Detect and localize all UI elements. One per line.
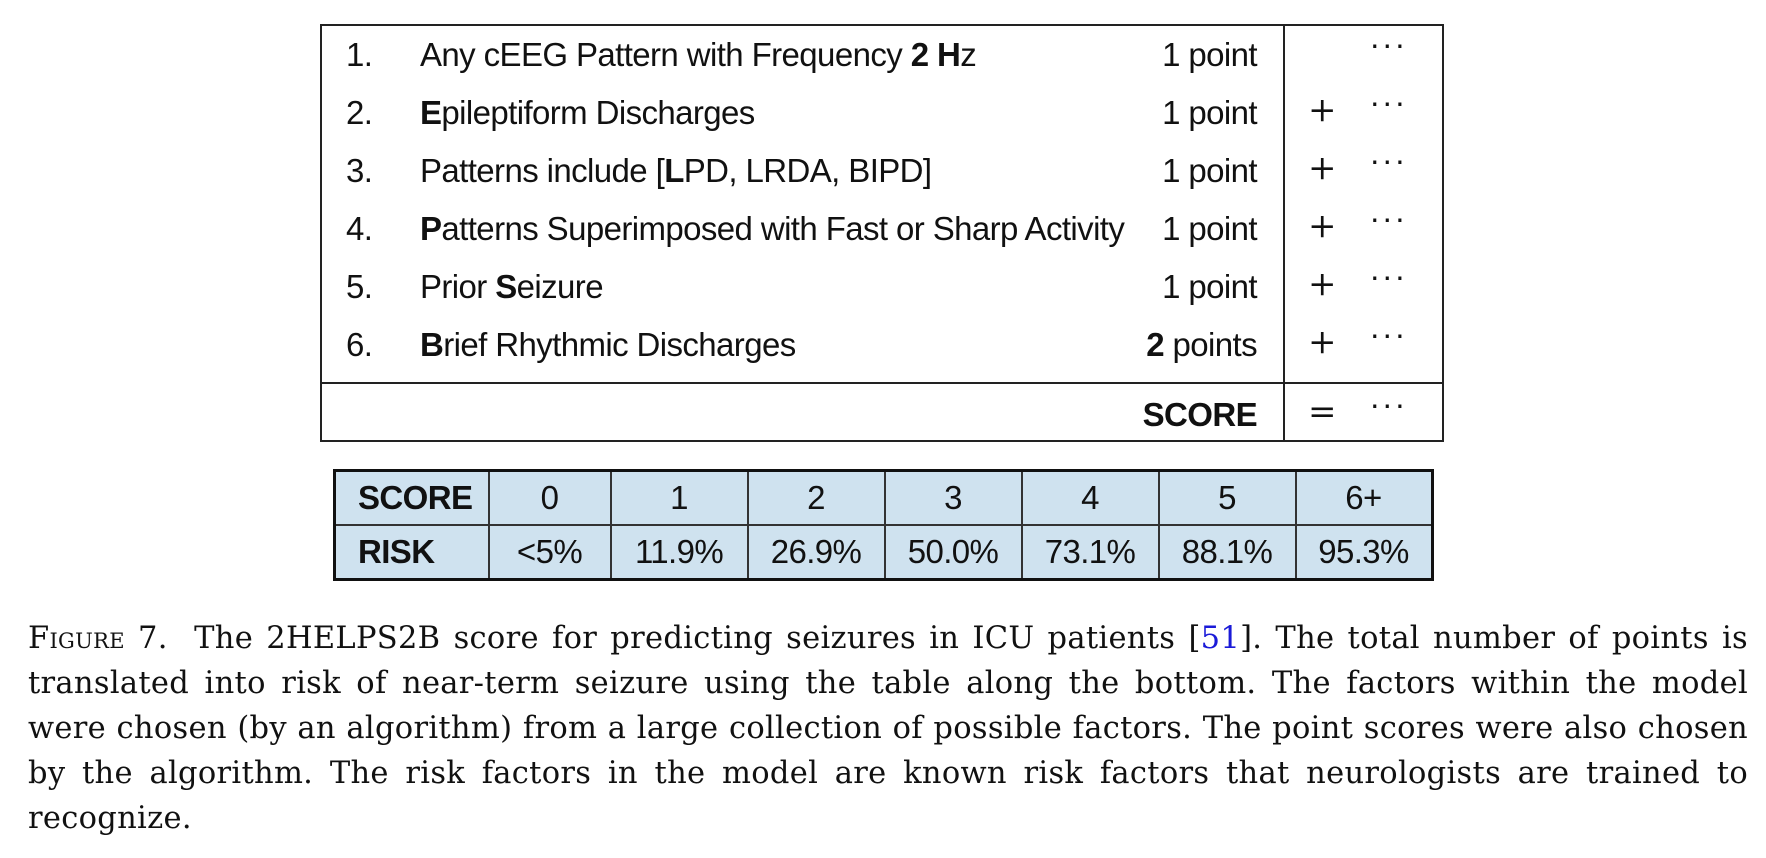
factor-label: Any cEEG Pattern with Frequency 2 Hz (420, 36, 977, 73)
score-card (320, 24, 1444, 442)
factor-points: 2 points (1146, 326, 1257, 363)
score-row (335, 471, 1433, 526)
factor-row-6 (322, 316, 1442, 374)
factor-label: Epileptiform Discharges (420, 94, 755, 131)
factor-label: Patterns Superimposed with Fast or Sharp Activity (420, 210, 1125, 247)
factor-points: 1 point (1162, 152, 1257, 189)
risk-cell: <5% (489, 525, 611, 580)
blank-dots: ⋅⋅⋅ (1370, 391, 1408, 424)
plus-operator: + (1308, 264, 1337, 304)
score-cell: 1 (611, 471, 748, 526)
risk-cell: 26.9% (748, 525, 885, 580)
caption-text-continued: ]. The total number of points is translated into risk of near-term seizure using the table along the bottom. The factors within the model were chosen (by an algorithm) from a large collection of possible factors. The point scores were also chosen by the algorithm. The risk factors in the model are known risk factors that neurologists are trained to recognize. (28, 621, 1748, 836)
factor-number: 4. (346, 210, 373, 247)
factor-number: 1. (346, 36, 373, 73)
factor-label: Patterns include [LPD, LRDA, BIPD] (420, 152, 932, 189)
factor-number: 5. (346, 268, 373, 305)
risk-row (335, 525, 1433, 580)
plus-operator: + (1308, 148, 1337, 188)
score-cell: 5 (1159, 471, 1296, 526)
blank-dots: ⋅⋅⋅ (1370, 321, 1408, 354)
risk-row-label: RISK (335, 525, 489, 580)
factor-number: 6. (346, 326, 373, 363)
blank-dots: ⋅⋅⋅ (1370, 31, 1408, 64)
score-cell: 6+ (1296, 471, 1433, 526)
blank-dots: ⋅⋅⋅ (1370, 263, 1408, 296)
blank-dots: ⋅⋅⋅ (1370, 89, 1408, 122)
risk-cell: 73.1% (1022, 525, 1159, 580)
figure-label: Figure 7. (28, 621, 168, 656)
risk-cell: 95.3% (1296, 525, 1433, 580)
factor-row-5 (322, 258, 1442, 316)
risk-table (333, 469, 1434, 581)
plus-operator: + (1308, 206, 1337, 246)
factor-row-2 (322, 84, 1442, 142)
citation-link[interactable]: 51 (1200, 621, 1241, 656)
blank-dots: ⋅⋅⋅ (1370, 205, 1408, 238)
factor-points: 1 point (1162, 36, 1257, 73)
score-cell: 3 (885, 471, 1022, 526)
factor-label: Prior Seizure (420, 268, 603, 305)
factor-row-3 (322, 142, 1442, 200)
caption-text: The 2HELPS2B score for predicting seizures in ICU patients [ (194, 621, 1201, 656)
factor-points: 1 point (1162, 210, 1257, 247)
factor-number: 3. (346, 152, 373, 189)
factor-number: 2. (346, 94, 373, 131)
figure-caption (28, 616, 1748, 841)
risk-cell: 11.9% (611, 525, 748, 580)
score-cell: 4 (1022, 471, 1159, 526)
score-row-label: SCORE (335, 471, 489, 526)
plus-operator: + (1308, 90, 1337, 130)
factor-points: 1 point (1162, 268, 1257, 305)
blank-dots: ⋅⋅⋅ (1370, 147, 1408, 180)
score-total-label: SCORE (1142, 396, 1257, 433)
equals-operator: = (1308, 392, 1337, 432)
score-total-row (322, 384, 1442, 442)
factor-points: 1 point (1162, 94, 1257, 131)
risk-cell: 88.1% (1159, 525, 1296, 580)
plus-operator: + (1308, 322, 1337, 362)
factor-row-1 (322, 26, 1442, 84)
risk-cell: 50.0% (885, 525, 1022, 580)
factor-label: Brief Rhythmic Discharges (420, 326, 796, 363)
factor-row-4 (322, 200, 1442, 258)
score-cell: 0 (489, 471, 611, 526)
score-cell: 2 (748, 471, 885, 526)
